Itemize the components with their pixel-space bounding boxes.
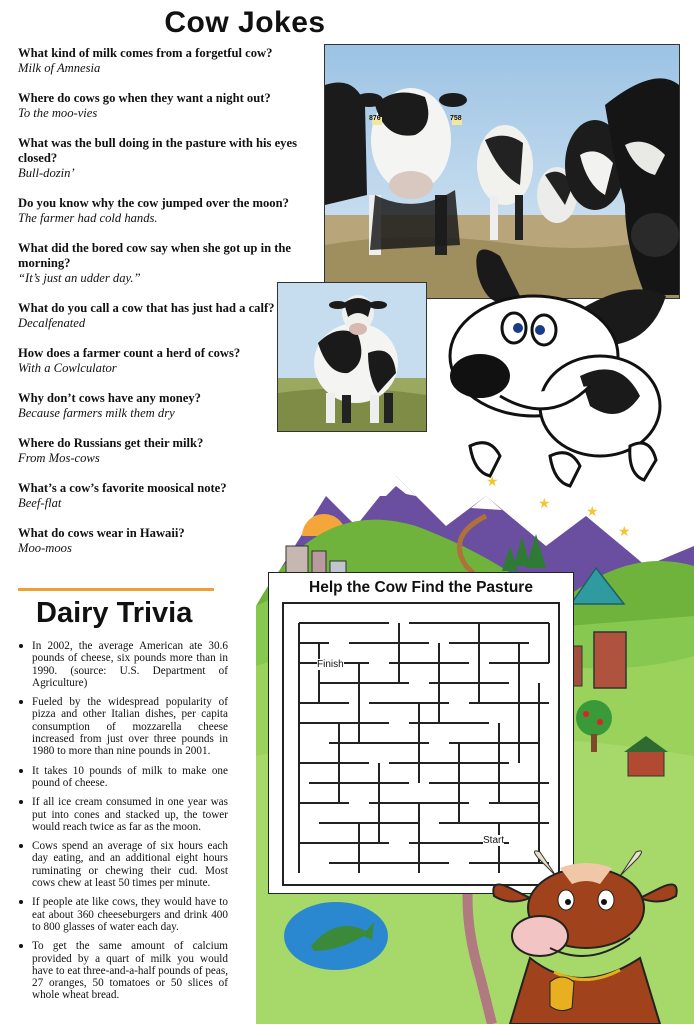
section-divider [18, 588, 214, 591]
joke-item [18, 346, 318, 376]
joke-item [18, 241, 318, 286]
maze-start-label: Start [483, 835, 505, 846]
dairy-trivia-title: Dairy Trivia [36, 597, 193, 629]
trivia-item: Cows spend an average of six hours each day eating, and an additional eight hours ruminating or chewing their cud. Most cows chew at least 50 times per minute. [18, 840, 228, 889]
joke-question: What do cows wear in Hawaii? [18, 526, 185, 540]
joke-item [18, 196, 318, 226]
joke-item [18, 301, 318, 331]
trivia-item: Fueled by the widespread popularity of pizza and other Italian dishes, per capita consumption of mozzarella cheese increased from just over three pounds in 1980 to more than nine pounds in 2001. [18, 696, 228, 757]
cow-jokes-title: Cow Jokes [164, 6, 326, 39]
trivia-item: If all ice cream consumed in one year was put into cones and stacked up, the tower would reach twice as far as the moon. [18, 796, 228, 833]
joke-answer: “It’s just an udder day.” [18, 271, 141, 285]
joke-item [18, 391, 318, 421]
joke-question: What’s a cow’s favorite moosical note? [18, 481, 227, 495]
joke-item [18, 91, 318, 121]
joke-answer: The farmer had cold hands. [18, 211, 158, 225]
brown-cow-cartoon [470, 848, 694, 1024]
joke-question: Where do cows go when they want a night out? [18, 91, 271, 105]
maze-finish-label: Finish [317, 659, 344, 670]
joke-answer: Milk of Amnesia [18, 61, 101, 75]
joke-item [18, 136, 318, 181]
joke-question: Where do Russians get their milk? [18, 436, 204, 450]
svg-text:★: ★ [586, 505, 599, 520]
joke-question: What did the bored cow say when she got up in the morning? [18, 241, 292, 270]
joke-answer: To the moo-vies [18, 106, 98, 120]
trivia-item: In 2002, the average American ate 30.6 pounds of cheese, six pounds more than in 1990. (source: U.S. Department of Agriculture) [18, 640, 228, 689]
joke-question: How does a farmer count a herd of cows? [18, 346, 241, 360]
svg-text:★: ★ [486, 475, 499, 490]
maze-title: Help the Cow Find the Pasture [309, 579, 533, 596]
trivia-item: It takes 10 pounds of milk to make one pound of cheese. [18, 765, 228, 790]
dog-cartoon [430, 236, 680, 496]
joke-question: What do you call a cow that has just had a calf? [18, 301, 275, 315]
ear-tag-text: 876 [369, 115, 381, 122]
maze-puzzle [268, 572, 574, 894]
joke-question: What was the bull doing in the pasture with his eyes closed? [18, 136, 297, 165]
joke-question: Do you know why the cow jumped over the moon? [18, 196, 289, 210]
joke-answer: Bull-dozin’ [18, 166, 75, 180]
joke-item [18, 46, 318, 76]
trivia-item: To get the same amount of calcium provided by a quart of milk you would have to eat three-and-a-half pounds of peas, 27 oranges, 50 tomatoes or 50 slices of whole wheat bread. [18, 940, 228, 1001]
joke-answer: Moo-moos [18, 541, 72, 555]
joke-answer: Decalfenated [18, 316, 86, 330]
trivia-item: If people ate like cows, they would have to eat about 360 cheeseburgers and drink 400 to 800 glasses of water each day. [18, 896, 228, 933]
joke-answer: With a Cowlculator [18, 361, 117, 375]
joke-question: Why don’t cows have any money? [18, 391, 201, 405]
trivia-list [18, 640, 228, 1009]
maze-grid[interactable] [269, 573, 573, 893]
joke-answer: Beef-flat [18, 496, 62, 510]
svg-text:★: ★ [618, 525, 631, 540]
ear-tag-text: 758 [450, 115, 462, 122]
joke-question: What kind of milk comes from a forgetful cow? [18, 46, 273, 60]
single-cow-photo [277, 282, 427, 432]
svg-text:★: ★ [538, 497, 551, 512]
joke-answer: Because farmers milk them dry [18, 406, 175, 420]
joke-answer: From Mos-cows [18, 451, 100, 465]
